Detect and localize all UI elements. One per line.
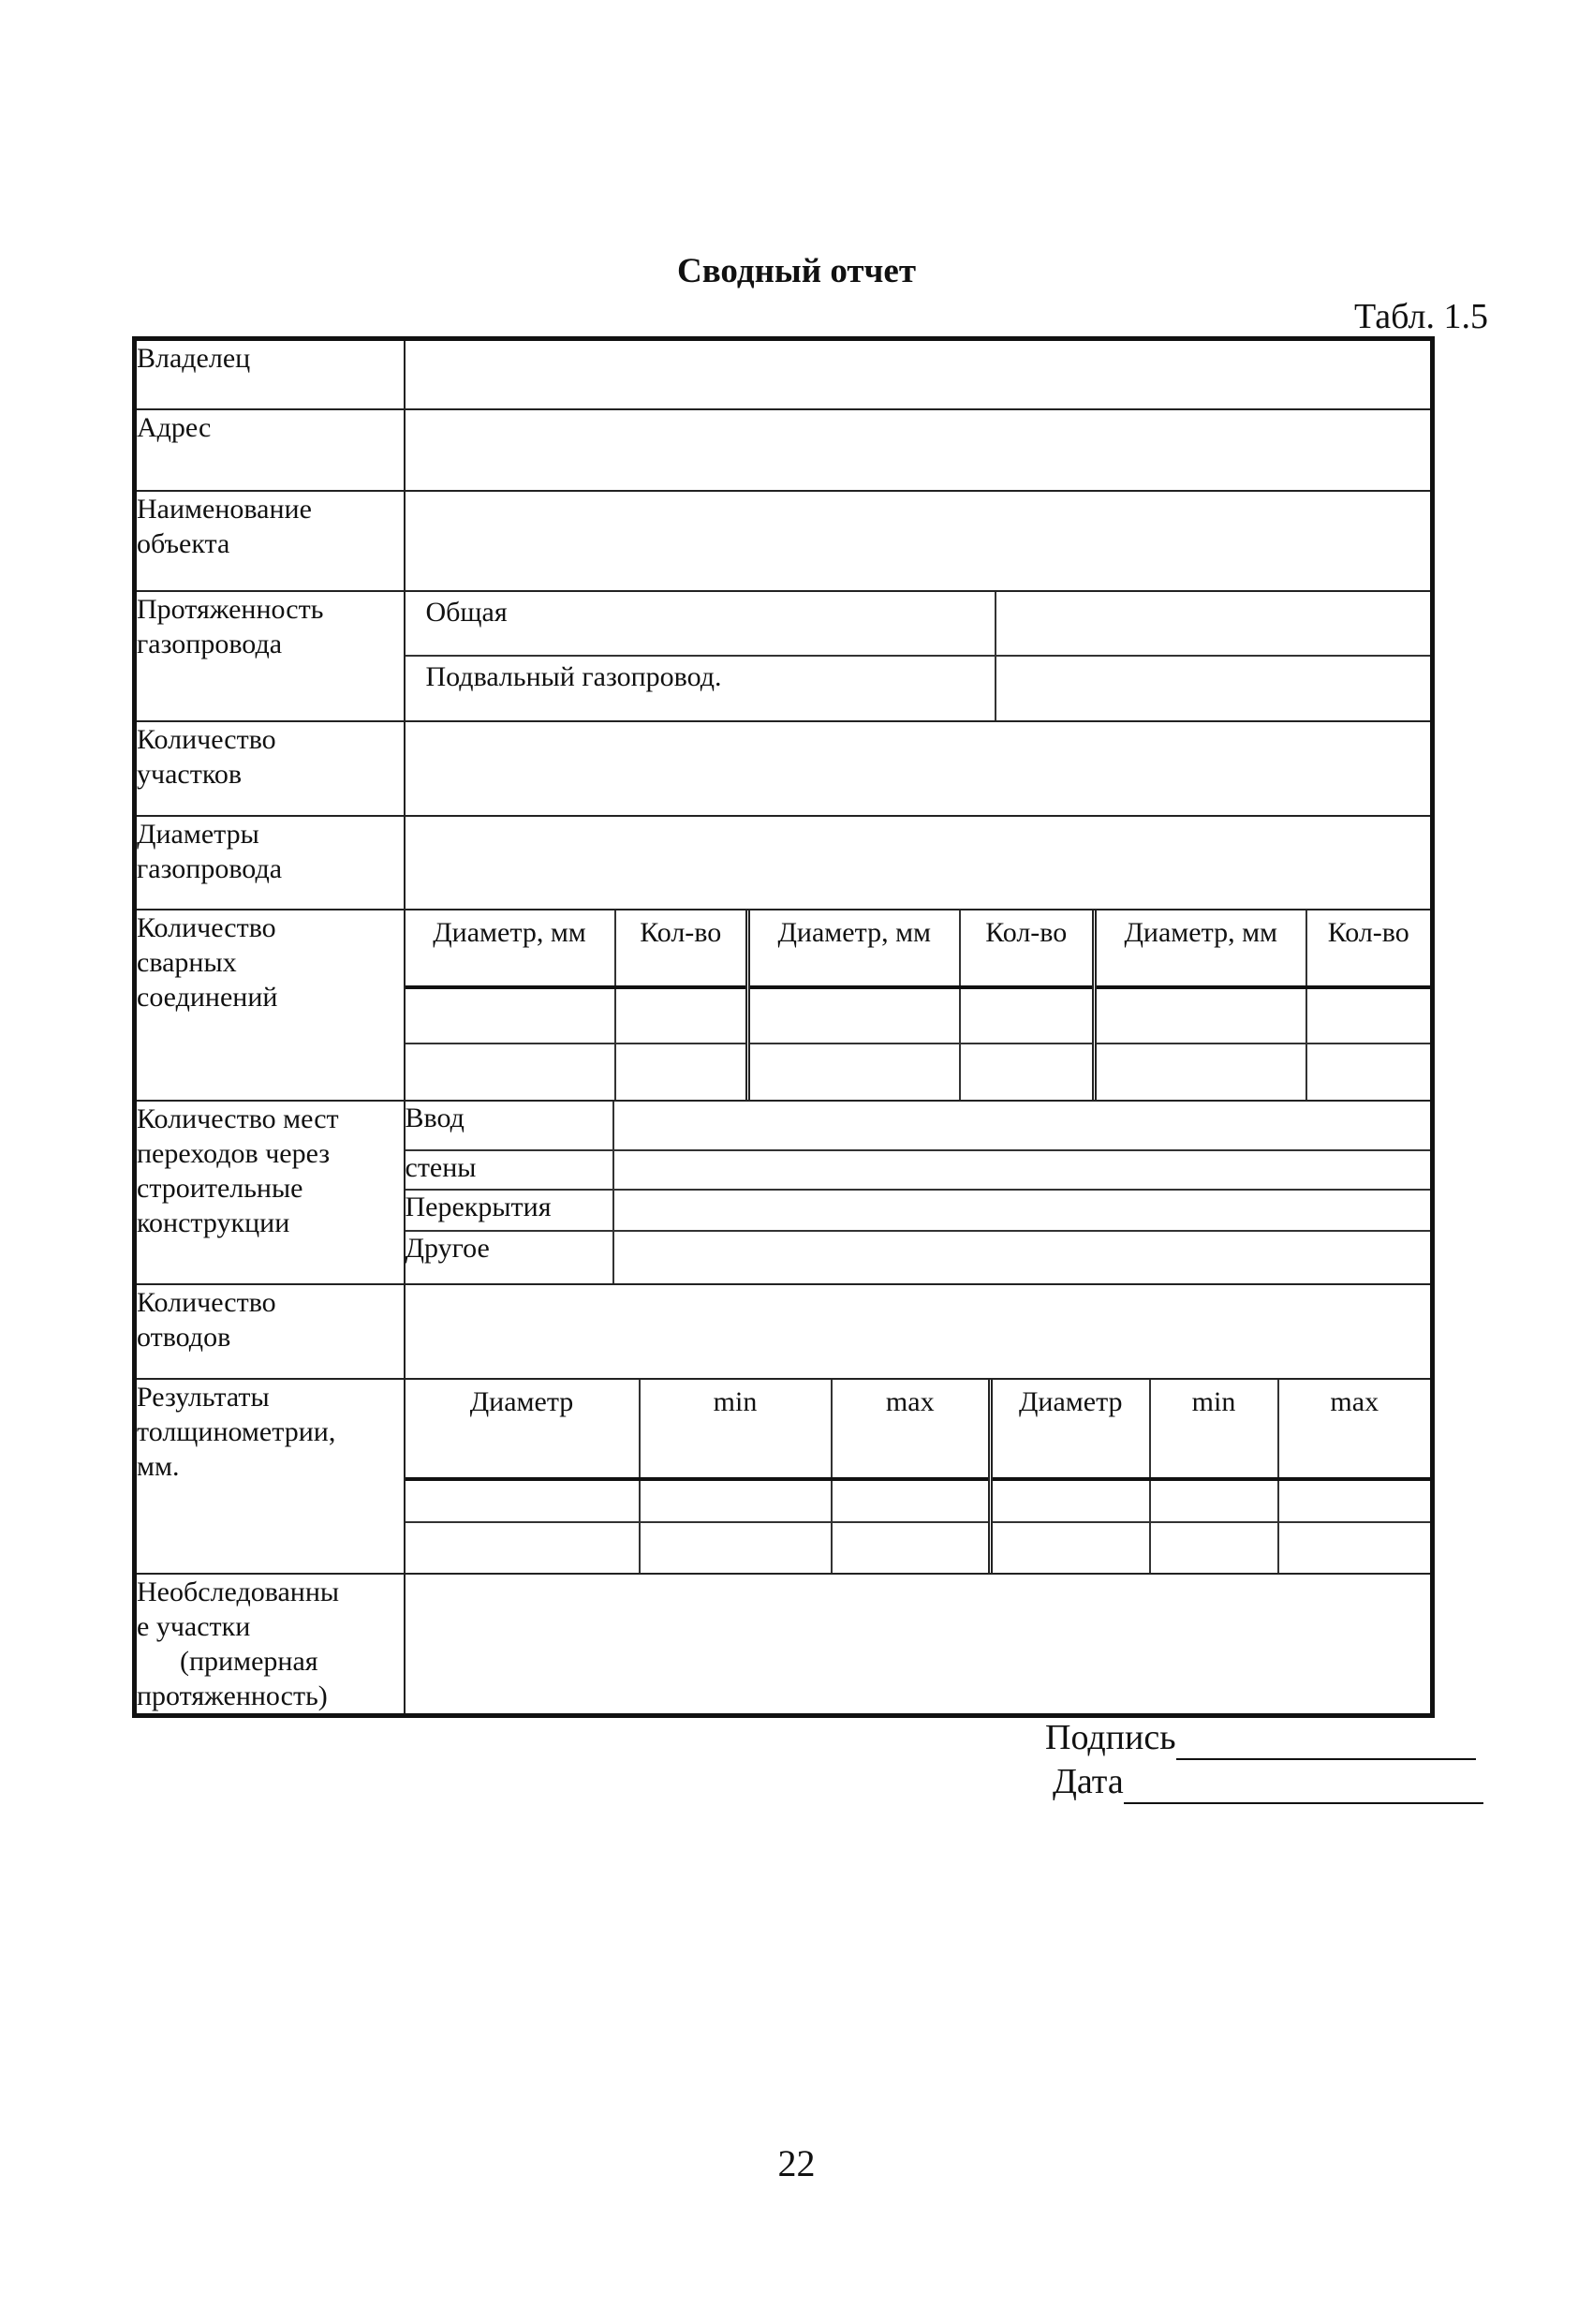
transition-type-floors: Перекрытия (406, 1190, 613, 1231)
label-weld-joints: Количество сварных соединений (135, 910, 405, 1101)
thickness-cell[interactable] (1278, 1479, 1431, 1522)
page-number: 22 (777, 2142, 816, 2184)
thickness-row (406, 1479, 1431, 1522)
field-address[interactable] (405, 409, 1433, 491)
row-bends-count (135, 1284, 1433, 1379)
row-structure-transitions (135, 1101, 1433, 1284)
field-object-name[interactable] (405, 491, 1433, 591)
thickness-header-diameter-2: Диаметр (991, 1380, 1150, 1479)
length-basement-value[interactable] (996, 656, 1431, 720)
length-basement-label: Подвальный газопровод. (406, 656, 996, 720)
row-owner (135, 339, 1433, 409)
date-line (1053, 1761, 1483, 1804)
label-owner: Владелец (135, 339, 405, 409)
welds-cell[interactable] (615, 987, 748, 1044)
thickness-cell[interactable] (991, 1522, 1150, 1573)
welds-subtable (405, 910, 1433, 1101)
welds-cell[interactable] (960, 1044, 1095, 1100)
thickness-header-diameter-1: Диаметр (406, 1380, 640, 1479)
label-thickness-results: Результаты толщинометрии, мм. (135, 1379, 405, 1574)
thickness-cell[interactable] (1278, 1522, 1431, 1573)
welds-row (406, 1044, 1431, 1100)
table-label: Табл. 1.5 (1354, 297, 1488, 336)
signature-label: Подпись (1045, 1718, 1176, 1757)
welds-cell[interactable] (960, 987, 1095, 1044)
row-pipeline-length (135, 591, 1433, 721)
row-object-name (135, 491, 1433, 591)
welds-cell[interactable] (1095, 1044, 1306, 1100)
thickness-cell[interactable] (406, 1522, 640, 1573)
welds-cell[interactable] (615, 1044, 748, 1100)
label-pipeline-length: Протяженность газопровода (135, 591, 405, 721)
summary-report-table (132, 336, 1435, 1718)
welds-cell[interactable] (748, 987, 960, 1044)
label-unsurveyed-sections: Необследованны е участки (примерная протяженность) (135, 1574, 405, 1716)
label-structure-transitions: Количество мест переходов через строительные конструкции (135, 1101, 405, 1284)
signature-field[interactable] (1176, 1717, 1476, 1760)
row-weld-joints (135, 910, 1433, 1101)
welds-cell[interactable] (406, 1044, 615, 1100)
length-total-label: Общая (406, 592, 996, 657)
report-title: Сводный отчет (676, 252, 917, 290)
label-address: Адрес (135, 409, 405, 491)
thickness-cell[interactable] (832, 1522, 991, 1573)
welds-cell[interactable] (1306, 1044, 1431, 1100)
thickness-cell[interactable] (991, 1479, 1150, 1522)
row-address (135, 409, 1433, 491)
label-object-name: Наименование объекта (135, 491, 405, 591)
length-subtable (405, 591, 1433, 721)
date-label: Дата (1053, 1762, 1124, 1801)
row-pipeline-diameters (135, 816, 1433, 910)
welds-cell[interactable] (1095, 987, 1306, 1044)
thickness-cell[interactable] (406, 1479, 640, 1522)
transitions-subtable (405, 1101, 1433, 1284)
welds-cell[interactable] (748, 1044, 960, 1100)
transition-type-other: Другое (406, 1231, 613, 1283)
transition-value[interactable] (613, 1102, 1431, 1150)
welds-row (406, 987, 1431, 1044)
length-total-value[interactable] (996, 592, 1431, 657)
signature-line (1045, 1717, 1476, 1760)
transition-value[interactable] (613, 1150, 1431, 1190)
row-thickness-results (135, 1379, 1433, 1574)
welds-header-count-3: Кол-во (1306, 910, 1431, 987)
field-unsurveyed-sections[interactable] (405, 1574, 1433, 1716)
field-pipeline-diameters[interactable] (405, 816, 1433, 910)
welds-header-count-1: Кол-во (615, 910, 748, 987)
welds-header-diameter-2: Диаметр, мм (748, 910, 960, 987)
row-sections-count (135, 721, 1433, 816)
thickness-cell[interactable] (832, 1479, 991, 1522)
welds-header-diameter-1: Диаметр, мм (406, 910, 615, 987)
thickness-header-max-1: max (832, 1380, 991, 1479)
row-unsurveyed-sections (135, 1574, 1433, 1716)
field-bends-count[interactable] (405, 1284, 1433, 1379)
welds-cell[interactable] (406, 987, 615, 1044)
thickness-subtable (405, 1379, 1433, 1574)
thickness-cell[interactable] (640, 1479, 832, 1522)
transition-type-walls: стены (406, 1150, 613, 1190)
welds-header-count-2: Кол-во (960, 910, 1095, 987)
thickness-cell[interactable] (640, 1522, 832, 1573)
thickness-cell[interactable] (1150, 1479, 1278, 1522)
field-owner[interactable] (405, 339, 1433, 409)
welds-cell[interactable] (1306, 987, 1431, 1044)
thickness-header-min-1: min (640, 1380, 832, 1479)
thickness-header-max-2: max (1278, 1380, 1431, 1479)
date-field[interactable] (1124, 1761, 1483, 1804)
thickness-header-min-2: min (1150, 1380, 1278, 1479)
label-bends-count: Количество отводов (135, 1284, 405, 1379)
transition-type-entry: Ввод (406, 1102, 613, 1150)
label-pipeline-diameters: Диаметры газопровода (135, 816, 405, 910)
transition-value[interactable] (613, 1190, 1431, 1231)
label-sections-count: Количество участков (135, 721, 405, 816)
transition-value[interactable] (613, 1231, 1431, 1283)
thickness-row (406, 1522, 1431, 1573)
welds-header-diameter-3: Диаметр, мм (1095, 910, 1306, 987)
thickness-cell[interactable] (1150, 1522, 1278, 1573)
field-sections-count[interactable] (405, 721, 1433, 816)
